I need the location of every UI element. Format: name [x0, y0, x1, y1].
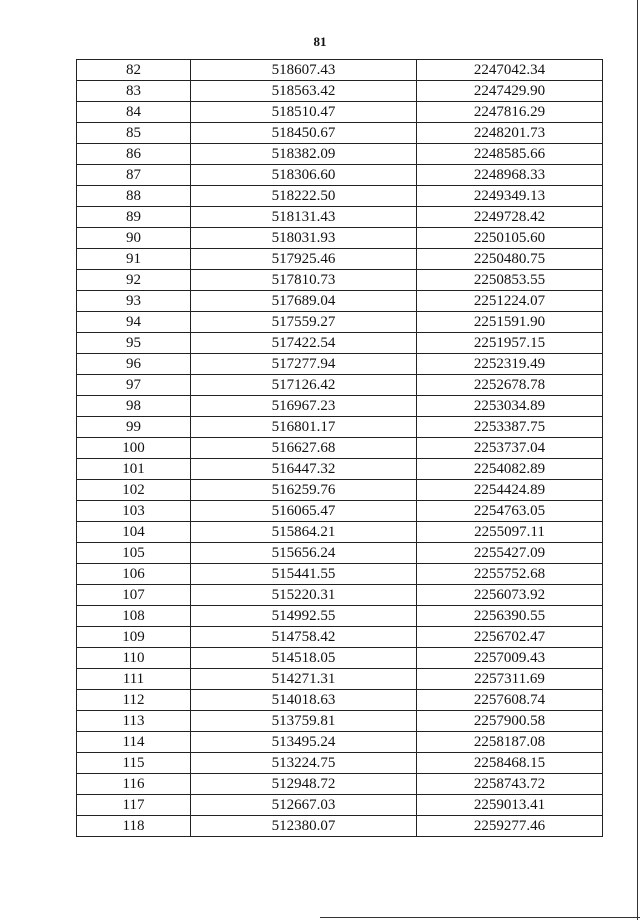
y-coordinate-cell: 2259013.41 — [417, 795, 603, 816]
y-coordinate-cell: 2248201.73 — [417, 123, 603, 144]
y-coordinate-cell: 2253034.89 — [417, 396, 603, 417]
point-number-cell: 116 — [77, 774, 191, 795]
x-coordinate-cell: 516627.68 — [191, 438, 417, 459]
x-coordinate-cell: 516967.23 — [191, 396, 417, 417]
point-number-cell: 108 — [77, 606, 191, 627]
table-row — [77, 585, 603, 606]
x-coordinate-cell: 516801.17 — [191, 417, 417, 438]
table-row — [77, 375, 603, 396]
y-coordinate-cell: 2250853.55 — [417, 270, 603, 291]
point-number-cell: 90 — [77, 228, 191, 249]
x-coordinate-cell: 517126.42 — [191, 375, 417, 396]
x-coordinate-cell: 518031.93 — [191, 228, 417, 249]
table-row — [77, 459, 603, 480]
point-number-cell: 114 — [77, 732, 191, 753]
point-number-cell: 89 — [77, 207, 191, 228]
point-number-cell: 93 — [77, 291, 191, 312]
y-coordinate-cell: 2249349.13 — [417, 186, 603, 207]
point-number-cell: 84 — [77, 102, 191, 123]
table-row — [77, 291, 603, 312]
point-number-cell: 102 — [77, 480, 191, 501]
y-coordinate-cell: 2250480.75 — [417, 249, 603, 270]
y-coordinate-cell: 2255427.09 — [417, 543, 603, 564]
point-number-cell: 111 — [77, 669, 191, 690]
y-coordinate-cell: 2251224.07 — [417, 291, 603, 312]
point-number-cell: 101 — [77, 459, 191, 480]
table-row — [77, 690, 603, 711]
table-row — [77, 606, 603, 627]
x-coordinate-cell: 513759.81 — [191, 711, 417, 732]
x-coordinate-cell: 518450.67 — [191, 123, 417, 144]
x-coordinate-cell: 516259.76 — [191, 480, 417, 501]
table-row — [77, 543, 603, 564]
x-coordinate-cell: 514992.55 — [191, 606, 417, 627]
x-coordinate-cell: 518131.43 — [191, 207, 417, 228]
table-row — [77, 270, 603, 291]
y-coordinate-cell: 2247429.90 — [417, 81, 603, 102]
y-coordinate-cell: 2248585.66 — [417, 144, 603, 165]
y-coordinate-cell: 2252319.49 — [417, 354, 603, 375]
point-number-cell: 104 — [77, 522, 191, 543]
x-coordinate-cell: 517689.04 — [191, 291, 417, 312]
x-coordinate-cell: 517559.27 — [191, 312, 417, 333]
y-coordinate-cell: 2256702.47 — [417, 627, 603, 648]
y-coordinate-cell: 2250105.60 — [417, 228, 603, 249]
x-coordinate-cell: 514271.31 — [191, 669, 417, 690]
table-row — [77, 564, 603, 585]
point-number-cell: 96 — [77, 354, 191, 375]
y-coordinate-cell: 2257900.58 — [417, 711, 603, 732]
x-coordinate-cell: 516065.47 — [191, 501, 417, 522]
point-number-cell: 86 — [77, 144, 191, 165]
x-coordinate-cell: 517422.54 — [191, 333, 417, 354]
y-coordinate-cell: 2253737.04 — [417, 438, 603, 459]
point-number-cell: 105 — [77, 543, 191, 564]
table-row — [77, 249, 603, 270]
table-row — [77, 522, 603, 543]
table-row — [77, 753, 603, 774]
y-coordinate-cell: 2258187.08 — [417, 732, 603, 753]
point-number-cell: 113 — [77, 711, 191, 732]
y-coordinate-cell: 2249728.42 — [417, 207, 603, 228]
table-row — [77, 711, 603, 732]
y-coordinate-cell: 2256073.92 — [417, 585, 603, 606]
x-coordinate-cell: 518607.43 — [191, 60, 417, 81]
table-row — [77, 228, 603, 249]
point-number-cell: 85 — [77, 123, 191, 144]
table-row — [77, 774, 603, 795]
x-coordinate-cell: 518306.60 — [191, 165, 417, 186]
y-coordinate-cell: 2258468.15 — [417, 753, 603, 774]
point-number-cell: 110 — [77, 648, 191, 669]
x-coordinate-cell: 515656.24 — [191, 543, 417, 564]
x-coordinate-cell: 518382.09 — [191, 144, 417, 165]
point-number-cell: 115 — [77, 753, 191, 774]
y-coordinate-cell: 2255097.11 — [417, 522, 603, 543]
point-number-cell: 88 — [77, 186, 191, 207]
point-number-cell: 91 — [77, 249, 191, 270]
point-number-cell: 97 — [77, 375, 191, 396]
point-number-cell: 87 — [77, 165, 191, 186]
x-coordinate-cell: 517277.94 — [191, 354, 417, 375]
coordinate-table-body — [77, 60, 603, 837]
table-row — [77, 123, 603, 144]
x-coordinate-cell: 515864.21 — [191, 522, 417, 543]
table-row — [77, 732, 603, 753]
page-border-right — [637, 0, 638, 920]
x-coordinate-cell: 518563.42 — [191, 81, 417, 102]
point-number-cell: 118 — [77, 816, 191, 837]
y-coordinate-cell: 2254424.89 — [417, 480, 603, 501]
point-number-cell: 112 — [77, 690, 191, 711]
x-coordinate-cell: 517810.73 — [191, 270, 417, 291]
x-coordinate-cell: 513224.75 — [191, 753, 417, 774]
table-row — [77, 438, 603, 459]
y-coordinate-cell: 2247042.34 — [417, 60, 603, 81]
table-row — [77, 669, 603, 690]
y-coordinate-cell: 2257009.43 — [417, 648, 603, 669]
y-coordinate-cell: 2247816.29 — [417, 102, 603, 123]
table-row — [77, 816, 603, 837]
y-coordinate-cell: 2256390.55 — [417, 606, 603, 627]
y-coordinate-cell: 2254082.89 — [417, 459, 603, 480]
y-coordinate-cell: 2257311.69 — [417, 669, 603, 690]
table-row — [77, 207, 603, 228]
table-row — [77, 102, 603, 123]
table-row — [77, 144, 603, 165]
x-coordinate-cell: 515220.31 — [191, 585, 417, 606]
table-row — [77, 186, 603, 207]
y-coordinate-cell: 2252678.78 — [417, 375, 603, 396]
table-row — [77, 648, 603, 669]
x-coordinate-cell: 517925.46 — [191, 249, 417, 270]
table-row — [77, 627, 603, 648]
x-coordinate-cell: 514518.05 — [191, 648, 417, 669]
y-coordinate-cell: 2251957.15 — [417, 333, 603, 354]
coordinate-table — [76, 59, 603, 837]
point-number-cell: 99 — [77, 417, 191, 438]
x-coordinate-cell: 514018.63 — [191, 690, 417, 711]
x-coordinate-cell: 515441.55 — [191, 564, 417, 585]
point-number-cell: 106 — [77, 564, 191, 585]
table-row — [77, 396, 603, 417]
x-coordinate-cell: 518510.47 — [191, 102, 417, 123]
point-number-cell: 83 — [77, 81, 191, 102]
x-coordinate-cell: 512380.07 — [191, 816, 417, 837]
page-number: 81 — [313, 34, 327, 49]
x-coordinate-cell: 513495.24 — [191, 732, 417, 753]
point-number-cell: 98 — [77, 396, 191, 417]
y-coordinate-cell: 2257608.74 — [417, 690, 603, 711]
y-coordinate-cell: 2255752.68 — [417, 564, 603, 585]
y-coordinate-cell: 2259277.46 — [417, 816, 603, 837]
table-row — [77, 501, 603, 522]
y-coordinate-cell: 2248968.33 — [417, 165, 603, 186]
x-coordinate-cell: 516447.32 — [191, 459, 417, 480]
y-coordinate-cell: 2254763.05 — [417, 501, 603, 522]
table-row — [77, 795, 603, 816]
table-row — [77, 165, 603, 186]
table-row — [77, 60, 603, 81]
point-number-cell: 92 — [77, 270, 191, 291]
point-number-cell: 94 — [77, 312, 191, 333]
table-row — [77, 354, 603, 375]
x-coordinate-cell: 512948.72 — [191, 774, 417, 795]
table-row — [77, 312, 603, 333]
point-number-cell: 117 — [77, 795, 191, 816]
point-number-cell: 100 — [77, 438, 191, 459]
y-coordinate-cell: 2251591.90 — [417, 312, 603, 333]
table-row — [77, 333, 603, 354]
point-number-cell: 95 — [77, 333, 191, 354]
point-number-cell: 107 — [77, 585, 191, 606]
x-coordinate-cell: 514758.42 — [191, 627, 417, 648]
point-number-cell: 103 — [77, 501, 191, 522]
point-number-cell: 109 — [77, 627, 191, 648]
point-number-cell: 82 — [77, 60, 191, 81]
x-coordinate-cell: 518222.50 — [191, 186, 417, 207]
table-row — [77, 480, 603, 501]
y-coordinate-cell: 2258743.72 — [417, 774, 603, 795]
y-coordinate-cell: 2253387.75 — [417, 417, 603, 438]
page-border-bottom — [320, 917, 640, 918]
table-row — [77, 417, 603, 438]
x-coordinate-cell: 512667.03 — [191, 795, 417, 816]
table-row — [77, 81, 603, 102]
